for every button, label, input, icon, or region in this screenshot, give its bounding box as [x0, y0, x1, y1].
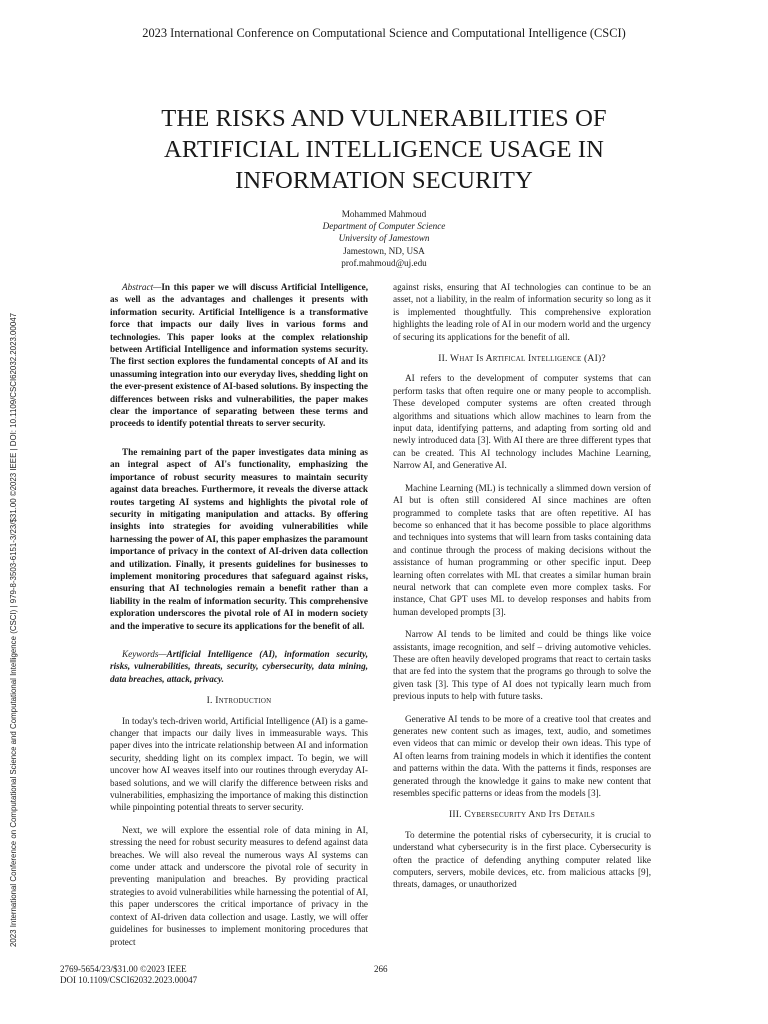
ai-paragraph-3: Narrow AI tends to be limited and could be things like voice assistants, image recognition, and self – driving automotive vehicles. These are often heavily developed programs that react to certain tasks that are fed into the system that the programs go through to solve the given task [3]. This type of AI does not typically learn much from previous inputs to help with future tasks.: [393, 629, 651, 702]
intro-paragraph-1: In today's tech-driven world, Artificial Intelligence (AI) is a game-changer that impacts our daily lives in immeasurable ways. This paper dives into the intricate relationship between AI and information security, shedding light on its complex impact. To begin, we will uncover how AI weaves itself into our routines through everyday AI-based solutions, and we will clarify the difference between risks and vulnerabilities, emphasizing the importance of making this distinction while pinpointing potential threats to server security.: [110, 715, 368, 813]
keywords-text: Artificial Intelligence (AI), information security, risks, vulnerabilities, threats, security, cybersecurity, data mining, data breaches, attack, privacy.: [110, 648, 368, 684]
author-department: Department of Computer Science: [322, 221, 446, 232]
author-block: [234, 208, 534, 269]
author-name: Mohammed Mahmoud: [341, 209, 427, 219]
author-email[interactable]: prof.mahmoud@uj.edu: [341, 257, 427, 268]
abstract-paragraph-1: [110, 281, 368, 430]
paper-title: THE RISKS AND VULNERABILITIES OF ARTIFICIAL INTELLIGENCE USAGE IN INFORMATION SECURITY: [161, 105, 607, 194]
side-citation-text: 2023 International Conference on Computational Science and Computational Intelligence (CSCI) | 979-8-3503-6151-3/23/$31.00 ©2023 IEEE | DOI: 10.1109/CSCI62032.2023.00047: [9, 313, 18, 947]
ai-paragraph-1: AI refers to the development of computer systems that can perform tasks that often require one or many people to accomplish. These developed computer systems are often created through algorithms and situations which allow machines to learn from the input data, identifying patterns, and adapting from sorting old and newly introduced data [3]. With AI there are three different types that can be created. This AI technology includes Machine Learning, Narrow AI, and Generative AI.: [393, 373, 651, 471]
abstract-label: Abstract—: [122, 282, 162, 292]
author-location: Jamestown, ND, USA: [343, 245, 425, 256]
abstract-text-1: In this paper we will discuss Artificial Intelligence, as well as the advantages and challenges it presents with information security. Artificial Intelligence is a transformative force that impacts our daily lives in various forms and technologies. This paper looks at the complex relationship between Artificial Intelligence and information systems security. The first section explores the fundamental concepts of AI and its unassuming integration into our everyday lives, shedding light on the ever-present existence of AI-based solutions. By inspecting the differences between risks and vulnerabilities, the paper makes clear the importance of separating between these terms and proceeds to identify potential threats to server security.: [110, 282, 368, 429]
ai-paragraph-2: Machine Learning (ML) is technically a slimmed down version of AI but is often still considered AI since machines are often programmed to complete tasks that are often repetitive. AI has become so enhanced that it has become possible to place algorithms and techniques into systems that will learn from tasks containing data and continue through the process of making decisions without the assistance of human programming or other specific input. Deep learning often correlates with ML that creates a similar human brain neural network that can complete even more complex tasks. For instance, Chat GPT uses ML to develop responses and habits from human developed prompts [3].: [393, 482, 651, 617]
abstract-paragraph-2: The remaining part of the paper investigates data mining as an integral aspect of AI's functionality, emphasizing the importance of robust security measures to maintain security against data breaches. Furthermore, it reveals the diverse attack routes targeting AI systems and highlights the pivotal role of security in mitigating manipulation and attacks. By offering insights into strategies for avoiding vulnerabilities while harnessing the power of AI, this paper emphasizes the paramount importance of privacy in the context of AI-driven data collection and utilization. Finally, it presents guidelines for businesses to implement monitoring procedures that safeguard against risks, ensuring that AI technologies remain a benefit rather than a liability in the realm of information security. This comprehensive exploration underscores the pivotal role of AI in modern society and the imperative to secure its applications for the benefit of all.: [110, 446, 368, 631]
keywords-label: Keywords—: [122, 648, 167, 659]
right-column: [393, 281, 651, 901]
section-heading-introduction: I. Introduction: [206, 695, 272, 707]
footer-issn: 2769-5654/23/$31.00 ©2023 IEEE: [60, 964, 187, 974]
footer-doi: DOI 10.1109/CSCI62032.2023.00047: [60, 975, 198, 985]
section-heading-cybersecurity: III. Cybersecurity And Its Details: [448, 809, 596, 821]
conference-header: 2023 International Conference on Computational Science and Computational Intelligence (CSCI): [142, 26, 626, 40]
author-university: University of Jamestown: [338, 233, 430, 244]
page-number: 266: [374, 964, 388, 974]
ai-paragraph-4: Generative AI tends to be more of a creative tool that creates and generates new content such as images, text, audio, and sometimes even videos that can mimic or develop their own ideas. This type of AI often learns from training models in which it identifies the content and patterns within the data. With the patterns it finds, responses are generated through the knowledge it gains to make new content that resembles specific patterns or ideas from the models [3].: [393, 713, 651, 799]
keywords-paragraph: [110, 648, 368, 685]
left-column: [110, 281, 368, 958]
section-heading-what-is-ai: II. What Is Artifical Intelligence (AI)?: [438, 353, 606, 365]
footer-copyright: [60, 964, 197, 986]
intro-paragraph-2: Next, we will explore the essential role of data mining in AI, stressing the need for robust security measures to defend against data breaches. We will also reveal the numerous ways AI systems can come under attack and underscore the pivotal role of security in preventing manipulation and breaches. By providing practical strategies to avoid vulnerabilities while harnessing the potential of AI, this paper underscores the critical importance of privacy in the context of AI-driven data collection and usage. Lastly, we will offer guidelines for businesses to implement monitoring procedures that protect: [110, 824, 368, 947]
cyber-paragraph-1: To determine the potential risks of cybersecurity, it is crucial to understand what cybersecurity is in the first place. Cybersecurity is often the practice of defending anything computer related like computers, servers, mobile devices, etc. from malicious attacks [9], threats, damages, or unauthorized: [393, 829, 651, 890]
intro-paragraph-2-continued: against risks, ensuring that AI technologies can continue to be an asset, not a liability, in the realm of information security so long as it is implemented thoughtfully. This comprehensive exploration highlights the leading role of AI in our modern world and the urgency of securing its applications for the benefit of all.: [393, 282, 651, 342]
